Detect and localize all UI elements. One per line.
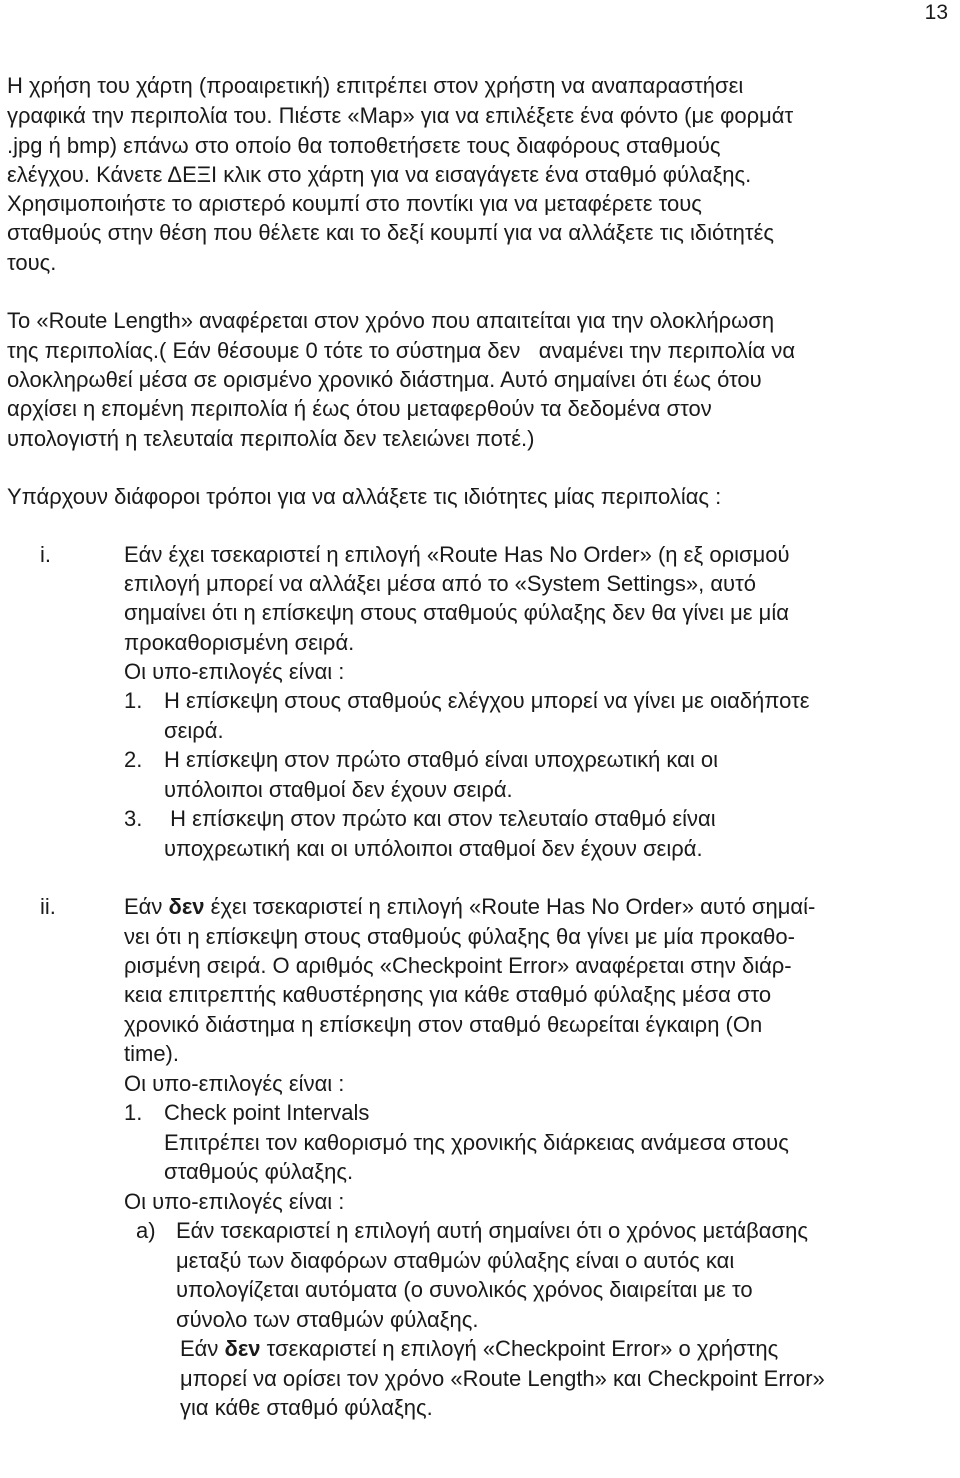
emphasis-text: δεν	[168, 894, 205, 919]
text-line: Η επίσκεψη στον πρώτο και στον τελευταίο σταθμό είναι	[164, 806, 716, 831]
sub-options-label: Οι υπο-επιλογές είναι :	[124, 1189, 345, 1214]
text-line	[180, 1334, 778, 1363]
text-line	[124, 892, 815, 921]
text-line: σταθμούς στην θέση που θέλετε και το δεξί κουμπί για να αλλάξετε τις ιδιότητές	[7, 220, 774, 245]
text-line: τους.	[7, 250, 57, 275]
list-marker: i.	[40, 542, 51, 567]
text-fragment: τσεκαριστεί η επιλογή «Checkpoint Error» ο χρήστης	[260, 1336, 779, 1361]
text-line: υπόλοιποι σταθμοί δεν έχουν σειρά.	[164, 777, 513, 802]
text-fragment: Εάν	[124, 894, 169, 919]
subitem-title: Check point Intervals	[164, 1100, 370, 1125]
text-line: ολοκληρωθεί μέσα σε ορισμένο χρονικό διάστημα. Αυτό σημαίνει ότι έως ότου	[7, 367, 762, 392]
subitem-number: 3.	[124, 806, 143, 831]
text-line: Εάν τσεκαριστεί η επιλογή αυτή σημαίνει ότι ο χρόνος μετάβασης	[176, 1218, 808, 1243]
sub-options-label: Οι υπο-επιλογές είναι :	[124, 1071, 345, 1096]
text-line: κεια επιτρεπτής καθυστέρησης για κάθε σταθμό φύλαξης μέσα στο	[124, 982, 772, 1007]
text-fragment: Εάν	[180, 1336, 225, 1361]
text-line: ρισμένη σειρά. Ο αριθμός «Checkpoint Error» αναφέρεται στην διάρ-	[124, 953, 792, 978]
text-line: .jpg ή bmp) επάνω στο οποίο θα τοποθετήσετε τους διαφόρους σταθμούς	[7, 133, 721, 158]
text-line: σταθμούς φύλαξης.	[164, 1159, 354, 1184]
text-line: νει ότι η επίσκεψη στους σταθμούς φύλαξης θα γίνει με μία προκαθο-	[124, 924, 795, 949]
paragraph-ways: Υπάρχουν διάφοροι τρόποι για να αλλάξετε τις ιδιότητες μίας περιπολίας :	[7, 484, 722, 509]
sub-options-label: Οι υπο-επιλογές είναι :	[124, 659, 345, 684]
text-line: σημαίνει ότι η επίσκεψη στους σταθμούς φύλαξης δεν θα γίνει με μία	[124, 600, 789, 625]
subitem-number: 1.	[124, 688, 143, 713]
text-line: Η χρήση του χάρτη (προαιρετική) επιτρέπει στον χρήστη να αναπαραστήσει	[7, 73, 744, 98]
text-line: υποχρεωτική και οι υπόλοιποι σταθμοί δεν έχουν σειρά.	[164, 836, 703, 861]
text-line: Το «Route Length» αναφέρεται στον χρόνο που απαιτείται για την ολοκλήρωση	[7, 308, 775, 333]
text-line: χρονικό διάστημα η επίσκεψη στον σταθμό θεωρείται έγκαιρη (On	[124, 1012, 763, 1037]
page-number: 13	[924, 1, 948, 24]
text-line: μπορεί να ορίσει τον χρόνο «Route Length» και Checkpoint Error»	[180, 1366, 825, 1391]
text-line: Χρησιμοποιήστε το αριστερό κουμπί στο ποντίκι για να μεταφέρετε τους	[7, 191, 702, 216]
text-line: υπολογίζεται αυτόματα (ο συνολικός χρόνος διαιρείται με το	[176, 1277, 753, 1302]
text-line: Η επίσκεψη στον πρώτο σταθμό είναι υποχρεωτική και οι	[164, 747, 719, 772]
text-line: επιλογή μπορεί να αλλάξει μέσα από το «System Settings», αυτό	[124, 571, 757, 596]
subitem-marker: a)	[136, 1218, 156, 1243]
text-line: time).	[124, 1041, 179, 1066]
text-line: για κάθε σταθμό φύλαξης.	[180, 1395, 433, 1420]
text-line: υπολογιστή η τελευταία περιπολία δεν τελειώνει ποτέ.)	[7, 426, 535, 451]
text-line: μεταξύ των διαφόρων σταθμών φύλαξης είναι ο αυτός και	[176, 1248, 735, 1273]
text-line: σειρά.	[164, 718, 224, 743]
text-line: γραφικά την περιπολία του. Πιέστε «Map» για να επιλέξετε ένα φόντο (με φορμάτ	[7, 103, 794, 128]
subitem-number: 1.	[124, 1100, 143, 1125]
text-line: Η επίσκεψη στους σταθμούς ελέγχου μπορεί να γίνει με οιαδήποτε	[164, 688, 810, 713]
text-fragment: έχει τσεκαριστεί η επιλογή «Route Has No Order» αυτό σημαί-	[204, 894, 816, 919]
text-line: Εάν έχει τσεκαριστεί η επιλογή «Route Has No Order» (η εξ ορισμού	[124, 542, 790, 567]
text-line: Επιτρέπει τον καθορισμό της χρονικής διάρκειας ανάμεσα στους	[164, 1130, 789, 1155]
list-marker: ii.	[40, 894, 56, 919]
text-line: της περιπολίας.( Εάν θέσουμε 0 τότε το σύστημα δεν αναμένει την περιπολία να	[7, 338, 796, 363]
text-line: ελέγχου. Κάνετε ΔΕΞΙ κλικ στο χάρτη για να εισαγάγετε ένα σταθμό φύλαξης.	[7, 162, 752, 187]
text-line: σύνολο των σταθμών φύλαξης.	[176, 1307, 479, 1332]
text-line: αρχίσει η επομένη περιπολία ή έως ότου μεταφερθούν τα δεδομένα στον	[7, 396, 712, 421]
text-line: προκαθορισμένη σειρά.	[124, 630, 355, 655]
emphasis-text: δεν	[224, 1336, 261, 1361]
subitem-number: 2.	[124, 747, 143, 772]
